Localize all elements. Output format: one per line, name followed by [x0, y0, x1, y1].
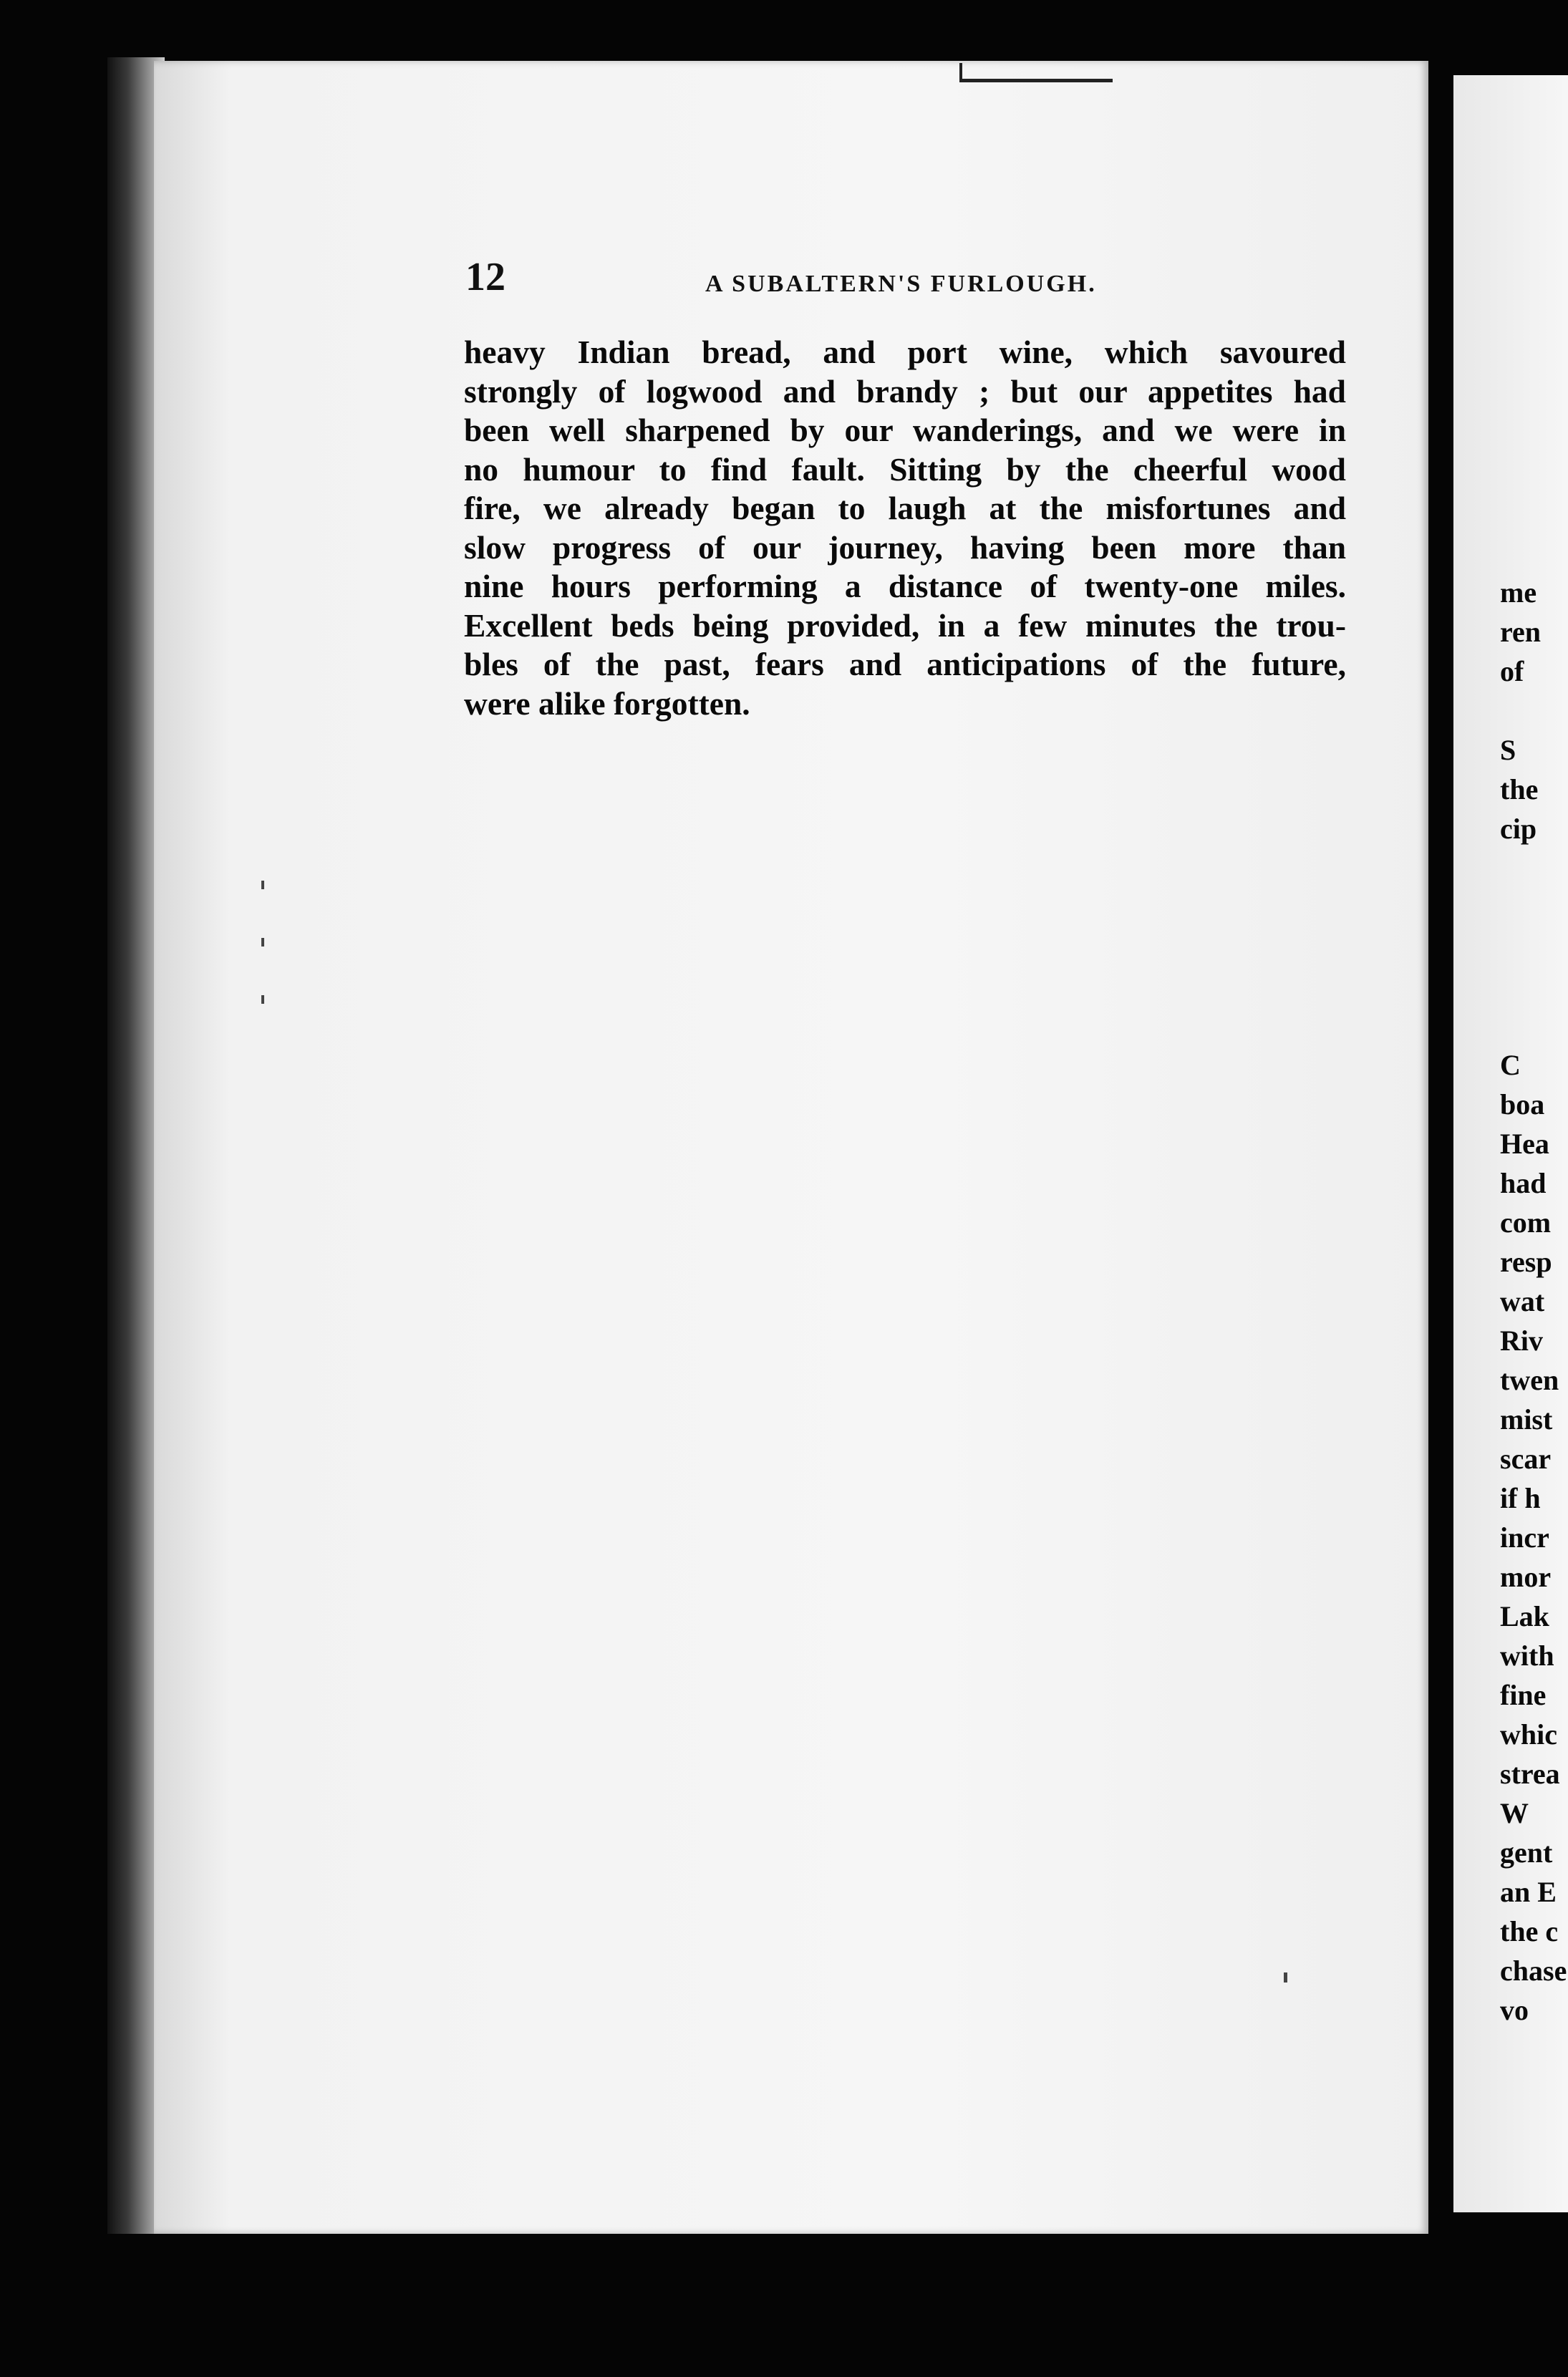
facing-fragment	[1500, 967, 1568, 1006]
facing-fragment: strea	[1500, 1758, 1560, 1790]
text-line: Excellent beds being provided, in a few minutes the trou-	[464, 606, 1346, 644]
facing-fragment: had	[1500, 1167, 1547, 1199]
margin-speck	[261, 881, 264, 889]
facing-fragment: mor	[1500, 1561, 1552, 1593]
text-line: slow progress of our journey, having been more than	[464, 528, 1346, 566]
text-line: been well sharpened by our wanderings, and we were in	[464, 412, 1346, 448]
running-title: A SUBALTERN'S FURLOUGH.	[705, 271, 1097, 297]
margin-speck	[261, 995, 264, 1004]
facing-fragment: com	[1500, 1206, 1552, 1239]
facing-fragment: W	[1500, 1797, 1529, 1829]
facing-fragment: ren	[1500, 616, 1542, 648]
facing-fragment: if h	[1500, 1482, 1541, 1514]
facing-fragment: incr	[1500, 1521, 1549, 1554]
facing-fragment: Lak	[1500, 1600, 1549, 1632]
facing-fragment: gent	[1500, 1836, 1553, 1869]
facing-page-text	[1500, 573, 1568, 2030]
facing-fragment: me	[1500, 576, 1537, 609]
text-line: strongly of logwood and brandy ; but our appetites had	[464, 372, 1346, 410]
facing-fragment: boa	[1500, 1088, 1545, 1120]
text-line: nine hours performing a distance of twenty-one miles.	[464, 568, 1346, 604]
facing-fragment: an E	[1500, 1876, 1557, 1908]
facing-fragment: vo	[1500, 1994, 1529, 2026]
facing-fragment	[1500, 927, 1568, 967]
facing-fragment: S	[1500, 734, 1516, 766]
body-paragraph	[464, 333, 1346, 723]
facing-fragment: of	[1500, 655, 1524, 687]
facing-fragment	[1500, 691, 1568, 730]
facing-fragment: cip	[1500, 813, 1537, 845]
facing-fragment: mist	[1500, 1403, 1553, 1436]
facing-fragment: the	[1500, 773, 1539, 805]
facing-fragment: wat	[1500, 1285, 1545, 1317]
facing-fragment	[1500, 1006, 1568, 1045]
page-clip-mark	[959, 63, 1113, 82]
text-line: no humour to find fault. Sitting by the cheerful wood	[464, 450, 1346, 488]
facing-fragment: with	[1500, 1640, 1554, 1672]
facing-fragment: the c	[1500, 1915, 1559, 1947]
facing-fragment	[1500, 888, 1568, 927]
facing-fragment: C	[1500, 1049, 1521, 1081]
margin-speck	[261, 938, 264, 947]
text-line: bles of the past, fears and anticipations of the future,	[464, 646, 1346, 682]
facing-fragment: chase	[1500, 1955, 1567, 1987]
facing-fragment: twen	[1500, 1364, 1559, 1396]
text-line: heavy Indian bread, and port wine, which savoured	[464, 334, 1346, 370]
margin-speck	[1284, 1972, 1287, 1983]
facing-fragment: fine	[1500, 1679, 1547, 1711]
facing-fragment: Hea	[1500, 1128, 1549, 1160]
facing-fragment: Riv	[1500, 1325, 1543, 1357]
facing-fragment: scar	[1500, 1443, 1552, 1475]
text-line: fire, we already began to laugh at the misfortunes and	[464, 490, 1346, 526]
text-line: were alike forgotten.	[464, 684, 750, 722]
facing-fragment	[1500, 848, 1568, 888]
facing-fragment: resp	[1500, 1246, 1552, 1278]
page-number: 12	[465, 255, 505, 299]
facing-fragment: whic	[1500, 1718, 1557, 1751]
